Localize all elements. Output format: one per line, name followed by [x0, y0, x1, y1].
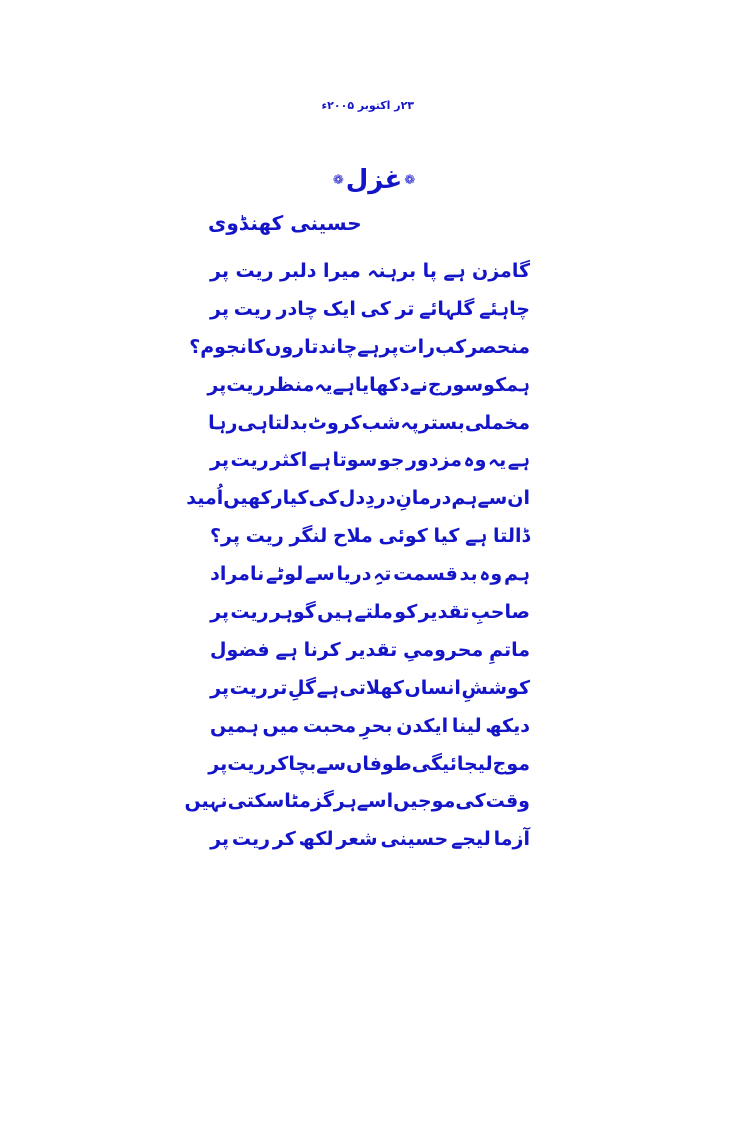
verse-word: ہے — [357, 335, 380, 358]
verse-word: لوٹے — [265, 563, 304, 586]
verse-word: منظر — [264, 373, 315, 396]
verse-word: برہنہ — [367, 259, 417, 282]
verse-word: پر — [208, 752, 228, 775]
verse-line — [210, 555, 530, 593]
verse-word: ہمیں — [210, 714, 259, 737]
verse-word: مٹا — [284, 790, 311, 813]
verse-word: کروٹ — [307, 411, 362, 434]
verse-word: شعر — [336, 828, 378, 851]
page-title: غزل — [345, 165, 403, 195]
verse-word: گلِ — [288, 676, 317, 699]
poet-name: حسینی کھنڈوی — [208, 211, 362, 235]
verse-word: جو — [378, 449, 405, 472]
flower-ornament-icon: ❁ — [332, 172, 344, 188]
verse-word: سکتی — [227, 790, 285, 813]
verse-word: کر — [272, 828, 296, 851]
verse-word: حسینی — [380, 828, 449, 851]
verse-word: صاحبِ — [470, 600, 530, 623]
verse-word: سوتا — [332, 449, 378, 472]
verse-word: ریت — [230, 449, 269, 472]
verse-word: ریت — [229, 676, 268, 699]
verse-word: چاند — [318, 335, 358, 358]
date-line: ۲۳ر اکتوبر ۲۰۰۵ء — [321, 99, 414, 112]
verse-word: پر؟ — [210, 525, 241, 548]
verse-word: کر — [265, 752, 289, 775]
verse-word: ہے — [308, 449, 332, 472]
verse-word: کی — [455, 790, 486, 813]
verse-word: ریت — [235, 259, 274, 282]
verse-word: ہم — [451, 487, 478, 510]
verse-word: پر — [210, 828, 230, 851]
verse-word: کی — [360, 297, 391, 320]
verse-word: رات — [398, 335, 436, 358]
verse-word: مزدور — [405, 449, 463, 472]
verse-line — [210, 517, 530, 555]
verse-word: ریت — [227, 752, 266, 775]
verse-word: یہ — [314, 373, 333, 396]
verse-word: کیا — [433, 525, 460, 548]
verse-word: کھلاتی — [339, 676, 404, 699]
verse-line — [210, 441, 530, 479]
verse-word: وقت — [485, 790, 530, 813]
verse-word: ڈالتا — [493, 525, 530, 548]
verse-word: ہمکو — [483, 373, 530, 396]
verse-word: سورج — [427, 373, 484, 396]
verse-word: دریا — [336, 563, 372, 586]
verse-word: کوششِ — [461, 676, 530, 699]
verse-word: بستر — [418, 411, 465, 434]
verse-word: ملتے — [354, 600, 393, 623]
verse-word: ریت — [230, 600, 269, 623]
verse-word: کا — [246, 335, 266, 358]
verse-word: تاروں — [265, 335, 319, 358]
verse-word: چاہئے — [479, 297, 530, 320]
verse-word: ہے — [443, 259, 466, 282]
verse-word: فضول — [210, 638, 270, 661]
verse-word: نہیں — [184, 790, 228, 813]
verse-word: لنگر — [289, 525, 328, 548]
verse-word: ریت — [226, 373, 265, 396]
verse-word: لکھ — [298, 828, 334, 851]
verse-word: محرومیِ — [403, 638, 484, 661]
verse-word: اُمید — [186, 487, 224, 510]
verse-word: دردِ — [365, 487, 396, 510]
verse-word: یہ — [487, 449, 507, 472]
verse-word: سے — [316, 752, 347, 775]
verse-word: اسے — [356, 790, 394, 813]
verse-word: کرنا — [303, 638, 341, 661]
verse-word: ریت — [233, 297, 272, 320]
verse-word: بدلتا — [267, 411, 308, 434]
verse-word: گامزن — [472, 259, 530, 282]
verse-word: پا — [422, 259, 437, 282]
verse-word: آزما — [493, 828, 530, 851]
verse-word: وہ — [463, 449, 487, 472]
verse-line — [184, 782, 530, 820]
verse-word: طوفاں — [346, 752, 412, 775]
verse-line — [210, 290, 530, 328]
verse-word: نجوم؟ — [189, 335, 247, 358]
verse-word: وہ — [479, 563, 503, 586]
verse-line — [186, 479, 530, 517]
verse-word: دل — [338, 487, 366, 510]
verse-word: موج — [492, 752, 530, 775]
verse-word: ملاح — [332, 525, 373, 548]
verse-word: تہِ — [373, 563, 392, 586]
verse-line — [210, 820, 530, 858]
verse-line — [189, 328, 530, 366]
verse-line — [210, 707, 530, 745]
verse-word: پر — [210, 676, 230, 699]
verse-word: سے — [477, 487, 508, 510]
verse-line — [210, 631, 530, 669]
verse-word: سے — [304, 563, 335, 586]
verse-word: پہ — [400, 411, 419, 434]
verse-word: کیا — [282, 487, 309, 510]
verse-word: رکھیں — [223, 487, 283, 510]
verse-word: پر — [210, 449, 229, 472]
verse-word: دکھایا — [354, 373, 410, 396]
verse-word: ریت — [231, 828, 271, 851]
verse-word: کب — [435, 335, 467, 358]
verse-word: پر — [210, 259, 230, 282]
verse-word: منحصر — [466, 335, 530, 358]
verse-line — [210, 669, 530, 707]
verse-word: پر — [210, 600, 230, 623]
verse-word: ایک — [322, 297, 356, 320]
verse-word: ہی — [237, 411, 268, 434]
verse-word: درمانِ — [395, 487, 452, 510]
verse-word: نامراد — [210, 563, 265, 586]
verse-word: ہے — [332, 373, 355, 396]
verse-word: لیجے — [451, 828, 491, 851]
verse-word: ہے — [316, 676, 339, 699]
verse-word: مخملی — [464, 411, 530, 434]
verse-word: پر — [379, 335, 399, 358]
verse-word: دلبر — [280, 259, 317, 282]
verse-word: ان — [507, 487, 530, 510]
verse-word: بحرِ — [359, 714, 393, 737]
verse-word: چادر — [276, 297, 319, 320]
verse-word: انساں — [404, 676, 461, 699]
verse-word: دیکھ — [485, 714, 530, 737]
verse-word: ہے — [465, 525, 488, 548]
verse-word: تقدیر — [346, 638, 398, 661]
verse-word: پر — [210, 297, 230, 320]
verse-word: کو — [394, 600, 418, 623]
verse-line — [210, 252, 530, 290]
verse-word: ایکدن — [396, 714, 449, 737]
verse-line — [210, 593, 530, 631]
verse-word: تر — [395, 297, 415, 320]
verse-word: میں — [262, 714, 300, 737]
ghazal-heading — [330, 160, 418, 200]
verse-word: لینا — [451, 714, 482, 737]
flower-ornament-icon: ❁ — [404, 172, 416, 188]
verse-word: پر — [207, 373, 227, 396]
verse-word: ہے — [507, 449, 530, 472]
verse-word: ہیں — [317, 600, 354, 623]
verse-word: گوہر — [269, 600, 316, 623]
verse-line — [210, 404, 530, 442]
verse-word: تر — [268, 676, 288, 699]
verse-word: اکثر — [270, 449, 308, 472]
verse-word: ماتمِ — [489, 638, 530, 661]
verse-word: ہم — [503, 563, 530, 586]
verse-word: گلہائے — [419, 297, 475, 320]
verse-list — [184, 252, 530, 858]
verse-line — [207, 366, 530, 404]
verse-word: موجیں — [393, 790, 456, 813]
verse-word: بچا — [288, 752, 317, 775]
verse-word: نے — [409, 373, 428, 396]
verse-word: کوئی — [378, 525, 428, 548]
verse-word: ریت — [245, 525, 284, 548]
verse-line — [210, 745, 530, 783]
verse-word: میرا — [322, 259, 361, 282]
verse-word: لیجائیگی — [411, 752, 493, 775]
verse-word: ہرگز — [310, 790, 357, 813]
verse-word: ہے — [275, 638, 298, 661]
verse-word: محبت — [302, 714, 357, 737]
verse-word: بد — [459, 563, 478, 586]
verse-word: شب — [361, 411, 401, 434]
verse-word: کی — [308, 487, 339, 510]
verse-word: قسمت — [393, 563, 458, 586]
verse-word: تقدیر — [418, 600, 470, 623]
verse-word: رہا — [208, 411, 238, 434]
